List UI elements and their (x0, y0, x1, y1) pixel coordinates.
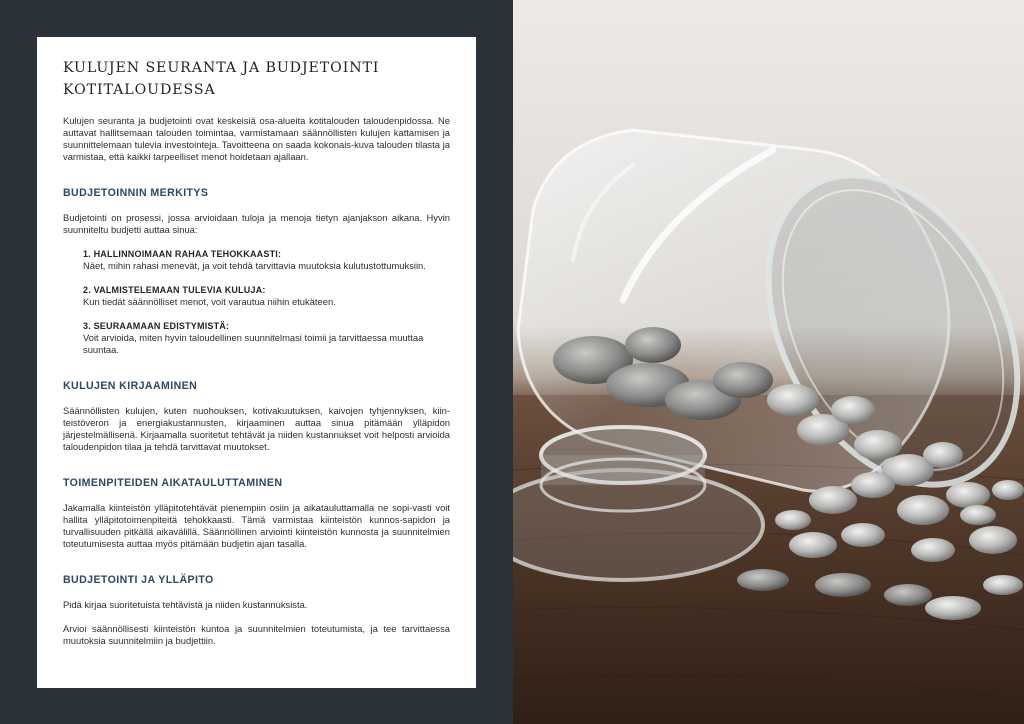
section-text-recording: Säännöllisten kulujen, kuten nuohouksen, kotivakuutuksen, kaivojen tyhjennyksen, kiin-teistöveron ja energiakustannusten, kirjaaminen auttaa sinua pitämään ylläpidon järjestelmällisenä. Kirjaamalla suoritetut tehtävät ja niiden kustannukset voit helposti arvioida taloudenpidon tilaa ja tehdä tarvittavat muutokset. (63, 405, 450, 452)
title-line-1: KULUJEN SEURANTA JA BUDJETOINTI (63, 60, 380, 76)
list-item-title: 1. HALLINNOIMAAN RAHAA TEHOKKAASTI: (83, 249, 282, 259)
coin-jar-photo (513, 0, 1024, 724)
text-card (37, 37, 476, 688)
section-heading-maintenance: BUDJETOINTI JA YLLÄPITO (63, 574, 214, 586)
list-item-title: 3. SEURAAMAAN EDISTYMISTÄ: (83, 321, 230, 331)
section-text-scheduling: Jakamalla kiinteistön ylläpitotehtävät pienempiin osiin ja aikatauluttamalla ne sopi-vasti voit hallita ylläpitotoimenpiteitä tehokkaasti. Tämä varmistaa kiinteistön kunnos-sapidon ja turvallisuuden pitkällä aikavälillä. Säännöllinen arviointi kiinteistön kunnosta ja suunnitelmien toteutumisesta auttaa myös pitämään budjetin ajan tasalla. (63, 502, 450, 549)
list-item-text: Voit arvioida, miten hyvin taloudellinen suunnitelmasi toimii ja tarvittaessa muuttaa suuntaa. (83, 332, 424, 355)
benefits-list (63, 248, 450, 356)
section-text-budgeting: Budjetointi on prosessi, jossa arvioidaan tuloja ja menoja tietyn ajanjakson aikana. Hyvin suunniteltu budjetti auttaa sinua: (63, 212, 450, 235)
coin-jar-illustration (513, 0, 1024, 724)
list-item-text: Kun tiedät säännölliset menot, voit varautua niihin etukäteen. (83, 296, 336, 307)
section-heading-scheduling: TOIMENPITEIDEN AIKATAULUTTAMINEN (63, 477, 283, 489)
title-line-2: KOTITALOUDESSA (63, 82, 216, 98)
section-text-maintenance: Pidä kirjaa suoritetuista tehtävistä ja niiden kustannuksista. (63, 599, 308, 610)
list-item (83, 248, 450, 272)
section-heading-recording: KULUJEN KIRJAAMINEN (63, 380, 198, 392)
list-item (83, 320, 450, 356)
page-title (63, 57, 450, 101)
list-item (83, 284, 450, 308)
section-heading-budgeting: BUDJETOINNIN MERKITYS (63, 187, 209, 199)
intro-paragraph: Kulujen seuranta ja budjetointi ovat keskeisiä osa-alueita kotitalouden taloudenpidossa. Ne auttavat hallitsemaan talouden toimintaa, varmistamaan säännöllisten kulujen kattamisen ja suunnittelemaan tulevia investointeja. Tavoitteena on saada kokonais-kuva talouden tilasta ja varmistaa, että kaikki tarpeelliset menot hoidetaan ajallaan. (63, 115, 450, 162)
section-text-maintenance-2: Arvioi säännöllisesti kiinteistön kuntoa ja suunnitelmien toteutumista, ja tee tarvittaessa muutoksia suunnitelmiin ja budjettiin. (63, 623, 450, 646)
list-item-title: 2. VALMISTELEMAAN TULEVIA KULUJA: (83, 285, 266, 295)
list-item-text: Näet, mihin rahasi menevät, ja voit tehdä tarvittavia muutoksia kulutustottumuksiin. (83, 260, 426, 271)
